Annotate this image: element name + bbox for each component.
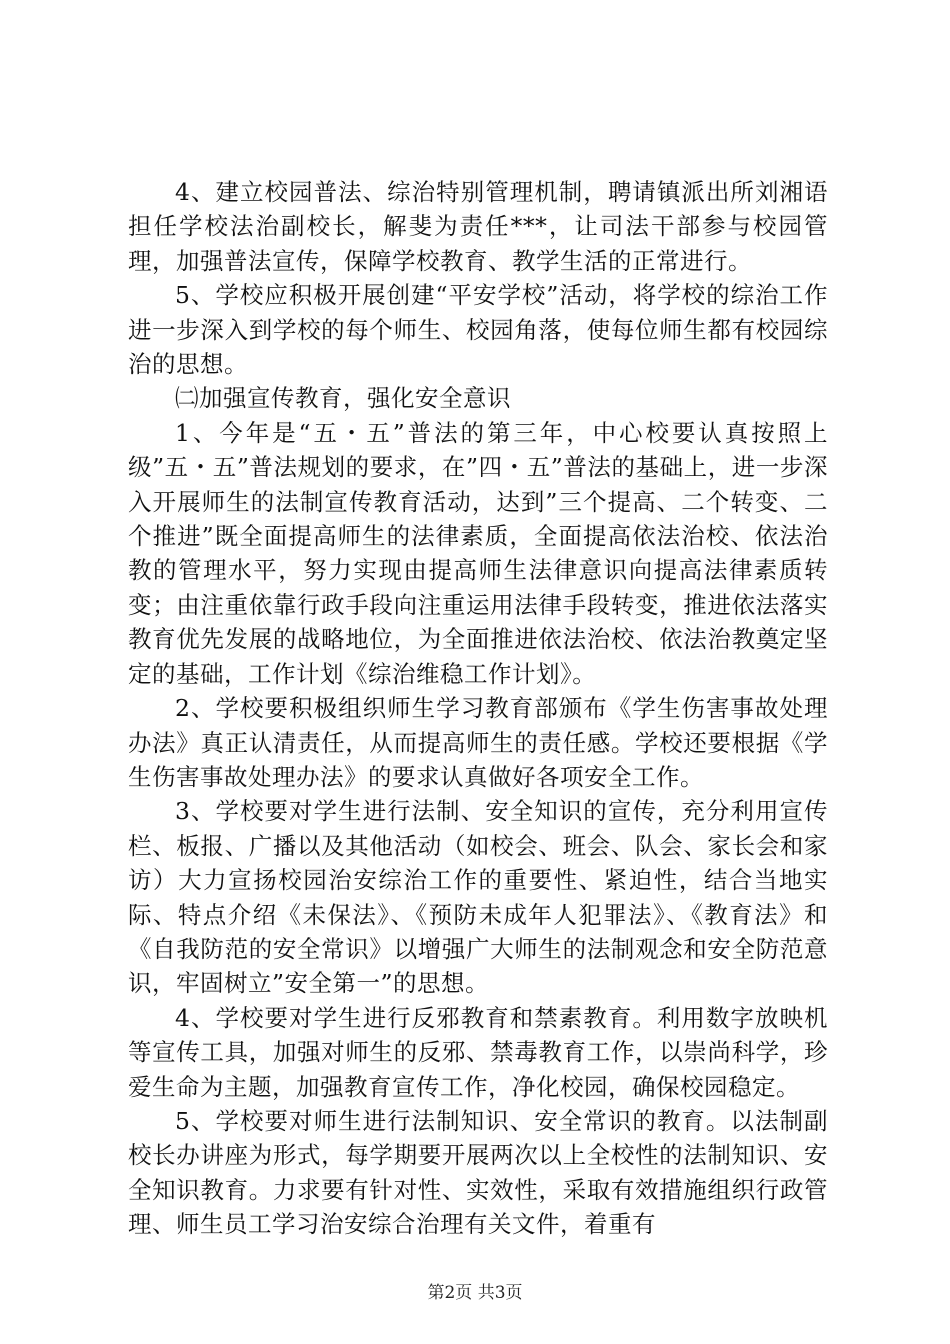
- paragraph: 5、学校应积极开展创建“平安学校”活动，将学校的综治工作进一步深入到学校的每个师生、校园角落，使每位师生都有校园综治的思想。: [128, 281, 828, 379]
- paragraph: 3、学校要对学生进行法制、安全知识的宣传，充分利用宣传栏、板报、广播以及其他活动（如校会、班会、队会、家长会和家访）大力宣扬校园治安综治工作的重要性、紧迫性，结合当地实际、特点介绍《未保法》、《预防未成年人犯罪法》、《教育法》和《自我防范的安全常识》以增强广大师生的法制观念和安全防范意识，牢固树立”安全第一”的思想。: [128, 797, 828, 998]
- page-number-footer: 第2页 共3页: [427, 1283, 523, 1303]
- document-body: [128, 175, 828, 1242]
- paragraph: 5、学校要对师生进行法制知识、安全常识的教育。以法制副校长办讲座为形式，每学期要开展两次以上全校性的法制知识、安全知识教育。力求要有针对性、实效性，采取有效措施组织行政管理、师生员工学习治安综合治理有关文件，着重有: [128, 1106, 828, 1239]
- paragraph: 4、学校要对学生进行反邪教育和禁素教育。利用数字放映机等宣传工具，加强对师生的反邪、禁毒教育工作，以崇尚科学，珍爱生命为主题，加强教育宣传工作，净化校园，确保校园稳定。: [128, 1003, 828, 1101]
- section-heading: ㈡加强宣传教育，强化安全意识: [175, 384, 511, 413]
- paragraph: 4、建立校园普法、综治特别管理机制，聘请镇派出所刘湘语担任学校法治副校长，解斐为责任***，让司法干部参与校园管理，加强普法宣传，保障学校教育、教学生活的正常进行。: [128, 178, 828, 275]
- paragraph: 1、今年是“五・五”普法的第三年，中心校要认真按照上级”五・五”普法规划的要求，在”四・五”普法的基础上，进一步深入开展师生的法制宣传教育活动，达到”三个提高、二个转变、二个推进”既全面提高师生的法律素质，全面提高依法治校、依法治教的管理水平，努力实现由提高师生法律意识向提高法律素质转变；由注重依靠行政手段向注重运用法律手段转变，推进依法落实教育优先发展的战略地位，为全面推进依法治校、依法治教奠定坚定的基础，工作计划《综治维稳工作计划》。: [128, 418, 828, 688]
- paragraph: 2、学校要积极组织师生学习教育部颁布《学生伤害事故处理办法》真正认清责任，从而提高师生的责任感。学校还要根据《学生伤害事故处理办法》的要求认真做好各项安全工作。: [128, 694, 828, 791]
